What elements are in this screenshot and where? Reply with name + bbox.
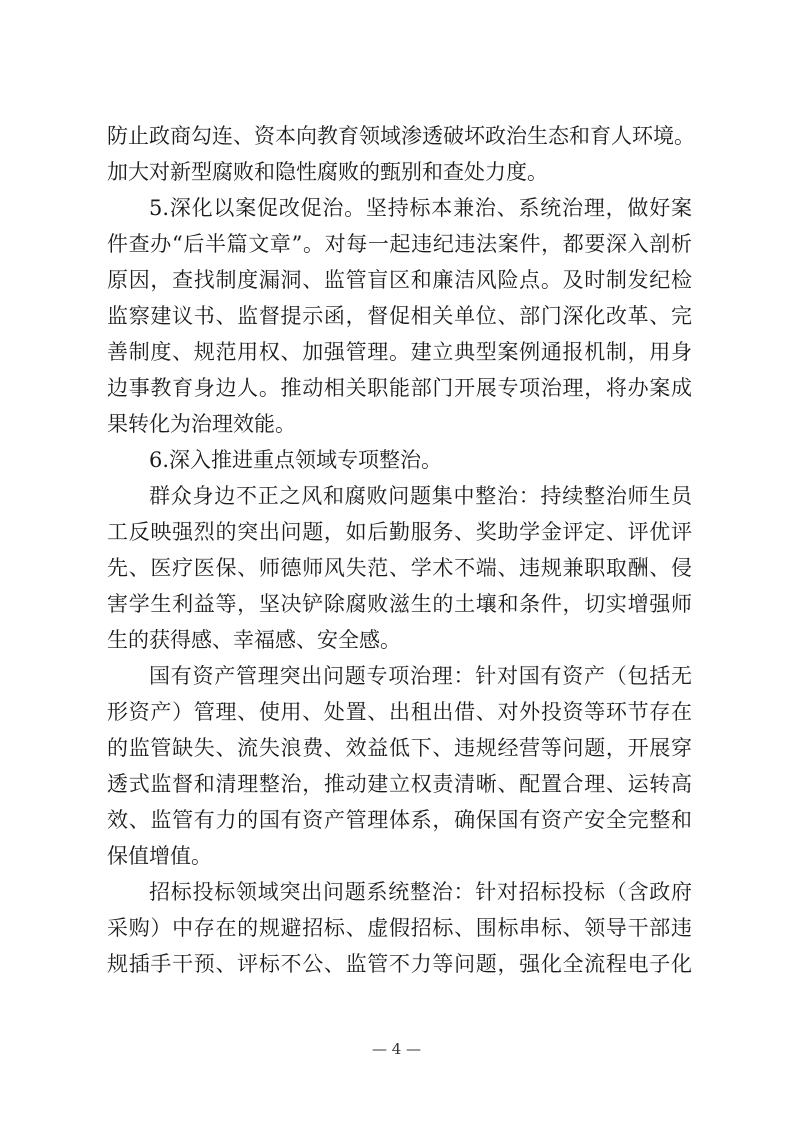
paragraph — [107, 478, 692, 658]
text-line: 采购）中存在的规避招标、虚假招标、围标串标、领导干部违 — [107, 916, 692, 940]
page-number: — 4 — — [371, 1040, 422, 1058]
text-line: 生的获得感、幸福感、安全感。 — [107, 628, 401, 652]
text-line: 害学生利益等，坚决铲除腐败滋生的土壤和条件，切实增强师 — [107, 592, 692, 616]
text-line: 规插手干预、评标不公、监管不力等问题，强化全流程电子化 — [107, 952, 692, 976]
text-line: 善制度、规范用权、加强管理。建立典型案例通报机制，用身 — [107, 340, 692, 364]
text-line: 群众身边不正之风和腐败问题集中整治：持续整治师生员 — [149, 484, 692, 508]
text-line: 边事教育身边人。推动相关职能部门开展专项治理，将办案成 — [107, 376, 692, 400]
text-line: 工反映强烈的突出问题，如后勤服务、奖助学金评定、评优评 — [107, 520, 692, 544]
text-line: 保值增值。 — [107, 844, 212, 868]
text-line: 的监管缺失、流失浪费、效益低下、违规经营等问题，开展穿 — [107, 736, 692, 760]
text-line: 形资产）管理、使用、处置、出租出借、对外投资等环节存在 — [107, 700, 692, 724]
section-heading: 6.深入推进重点领域专项整治。 — [149, 448, 443, 472]
paragraph — [107, 190, 692, 442]
text-line: 效、监管有力的国有资产管理体系，确保国有资产安全完整和 — [107, 808, 692, 832]
text-line: 监察建议书、监督提示函，督促相关单位、部门深化改革、完 — [107, 304, 692, 328]
text-line: 5.深化以案促改促治。坚持标本兼治、系统治理，做好案 — [149, 196, 692, 220]
paragraph — [107, 442, 692, 478]
text-line: 原因，查找制度漏洞、监管盲区和廉洁风险点。及时制发纪检 — [107, 268, 692, 292]
text-line: 件查办“后半篇文章”。对每一起违纪违法案件，都要深入剖析 — [107, 232, 692, 256]
text-line: 果转化为治理效能。 — [107, 412, 296, 436]
paragraph — [107, 118, 695, 190]
text-line: 招标投标领域突出问题系统整治：针对招标投标（含政府 — [149, 880, 692, 904]
text-line: 透式监督和清理整治，推动建立权责清晰、配置合理、运转高 — [107, 772, 692, 796]
text-line: 加大对新型腐败和隐性腐败的甄别和查处力度。 — [107, 160, 548, 184]
text-line: 先、医疗医保、师德师风失范、学术不端、违规兼职取酬、侵 — [107, 556, 692, 580]
text-line: 防止政商勾连、资本向教育领域渗透破坏政治生态和育人环境。 — [107, 124, 695, 148]
paragraph — [107, 658, 692, 874]
paragraph — [107, 874, 692, 982]
text-line: 国有资产管理突出问题专项治理：针对国有资产（包括无 — [149, 664, 692, 688]
document-body — [107, 118, 695, 982]
